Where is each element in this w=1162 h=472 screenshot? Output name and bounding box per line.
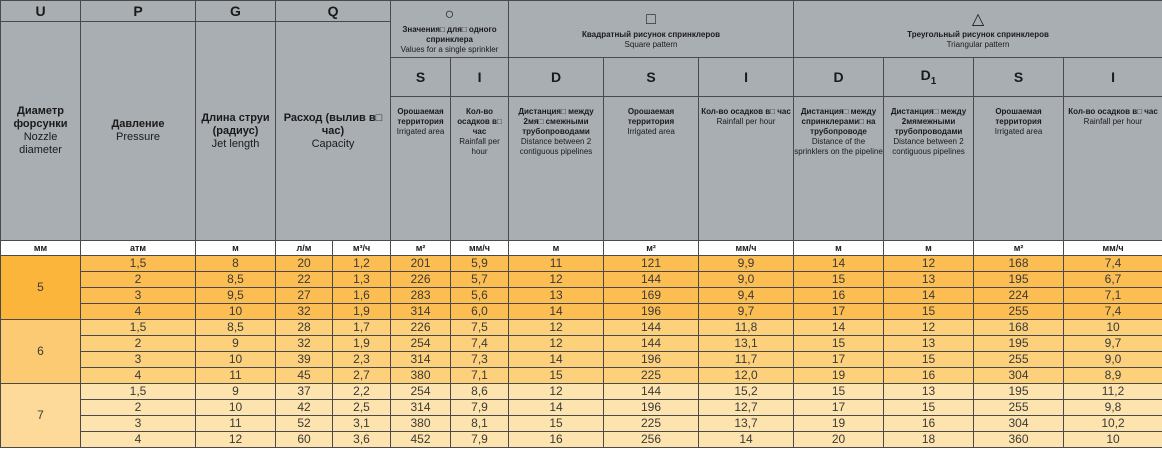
nozzle-diameter-cell: 5: [1, 256, 81, 320]
data-cell: 13,1: [699, 336, 794, 352]
data-cell: 2,7: [333, 368, 391, 384]
capacity-header: Расход (вылив в□ час) Capacity: [276, 22, 391, 241]
data-cell: 45: [276, 368, 333, 384]
data-cell: 196: [604, 400, 699, 416]
data-cell: 8: [196, 256, 276, 272]
col-letter-i1: I: [451, 58, 509, 97]
data-cell: 201: [391, 256, 451, 272]
square-icon: □: [646, 11, 656, 28]
data-cell: 12,0: [699, 368, 794, 384]
col-letter-s1: S: [391, 58, 451, 97]
data-cell: 380: [391, 416, 451, 432]
unit-cell: м³/ч: [333, 241, 391, 256]
data-cell: 4: [81, 432, 196, 448]
data-cell: 60: [276, 432, 333, 448]
distance-pipelines-triangle: Дистанция□ между 2мямежными трубопроводами Distance between 2 contiguous pipelines: [884, 97, 974, 241]
data-cell: 13: [884, 336, 974, 352]
data-cell: 3,1: [333, 416, 391, 432]
irrigated-area-triangle: Орошаемая территория Irrigated area: [974, 97, 1064, 241]
data-cell: 32: [276, 304, 333, 320]
data-cell: 7,9: [451, 400, 509, 416]
data-cell: 2,5: [333, 400, 391, 416]
data-cell: 8,1: [451, 416, 509, 432]
data-cell: 195: [974, 384, 1064, 400]
data-cell: 32: [276, 336, 333, 352]
data-cell: 283: [391, 288, 451, 304]
data-cell: 10: [1064, 320, 1162, 336]
data-cell: 17: [794, 400, 884, 416]
col-letter-p: P: [81, 1, 196, 22]
data-cell: 13: [509, 288, 604, 304]
square-pattern-header: □ Квадратный рисунок спринклеров Square pattern: [509, 1, 794, 58]
col-letter-i2: I: [699, 58, 794, 97]
data-cell: 9,7: [1064, 336, 1162, 352]
data-cell: 144: [604, 384, 699, 400]
data-cell: 14: [884, 288, 974, 304]
data-cell: 5,7: [451, 272, 509, 288]
data-cell: 13: [884, 384, 974, 400]
data-cell: 15: [794, 272, 884, 288]
col-letter-s2: S: [604, 58, 699, 97]
data-cell: 20: [794, 432, 884, 448]
data-cell: 10,2: [1064, 416, 1162, 432]
data-cell: 255: [974, 400, 1064, 416]
data-cell: 15: [509, 368, 604, 384]
data-cell: 14: [699, 432, 794, 448]
data-cell: 16: [884, 416, 974, 432]
data-cell: 10: [1064, 432, 1162, 448]
pressure-header: Давление Pressure: [81, 22, 196, 241]
irrigated-area-square: Орошаемая территория Irrigated area: [604, 97, 699, 241]
jet-length-header: Длина струи (радиус) Jet length: [196, 22, 276, 241]
table-row: [1, 352, 1162, 368]
nozzle-diameter-cell: 6: [1, 320, 81, 384]
data-cell: 8,9: [1064, 368, 1162, 384]
data-cell: 17: [794, 304, 884, 320]
data-cell: 15: [794, 384, 884, 400]
data-cell: 7,9: [451, 432, 509, 448]
data-cell: 3: [81, 352, 196, 368]
data-cell: 314: [391, 352, 451, 368]
unit-cell: м²: [604, 241, 699, 256]
data-cell: 9,0: [699, 272, 794, 288]
table-row: [1, 320, 1162, 336]
table-row: [1, 288, 1162, 304]
data-cell: 7,1: [451, 368, 509, 384]
data-cell: 7,4: [1064, 256, 1162, 272]
col-letter-q: Q: [276, 1, 391, 22]
data-cell: 195: [974, 272, 1064, 288]
data-cell: 14: [509, 352, 604, 368]
data-cell: 15: [884, 400, 974, 416]
data-cell: 144: [604, 336, 699, 352]
data-cell: 42: [276, 400, 333, 416]
unit-cell: м: [884, 241, 974, 256]
data-cell: 1,2: [333, 256, 391, 272]
data-cell: 9: [196, 336, 276, 352]
data-cell: 20: [276, 256, 333, 272]
data-cell: 452: [391, 432, 451, 448]
data-cell: 304: [974, 368, 1064, 384]
table-row: [1, 336, 1162, 352]
unit-cell: м: [196, 241, 276, 256]
data-cell: 7,4: [451, 336, 509, 352]
unit-cell: атм: [81, 241, 196, 256]
data-cell: 1,9: [333, 304, 391, 320]
data-cell: 314: [391, 400, 451, 416]
rainfall-triangle: Кол-во осадков в□ час Rainfall per hour: [1064, 97, 1162, 241]
col-letter-i3: I: [1064, 58, 1162, 97]
data-cell: 360: [974, 432, 1064, 448]
data-cell: 22: [276, 272, 333, 288]
data-cell: 9,9: [699, 256, 794, 272]
data-cell: 8,5: [196, 272, 276, 288]
data-cell: 304: [974, 416, 1064, 432]
table-row: [1, 304, 1162, 320]
data-cell: 9,0: [1064, 352, 1162, 368]
data-cell: 13,7: [699, 416, 794, 432]
data-cell: 1,7: [333, 320, 391, 336]
col-letter-d2: D: [509, 58, 604, 97]
table-body: [1, 241, 1162, 448]
table-row: [1, 368, 1162, 384]
nozzle-diameter-cell: 7: [1, 384, 81, 448]
data-cell: 11,2: [1064, 384, 1162, 400]
data-cell: 5,9: [451, 256, 509, 272]
unit-cell: м²: [391, 241, 451, 256]
data-cell: 10: [196, 400, 276, 416]
units-row: [1, 241, 1162, 256]
data-cell: 380: [391, 368, 451, 384]
unit-cell: мм/ч: [1064, 241, 1162, 256]
data-cell: 2,2: [333, 384, 391, 400]
data-cell: 16: [884, 368, 974, 384]
single-sprinkler-header: ○ Значения□ для□ одного спринклера Values for a single sprinkler: [391, 1, 509, 58]
data-cell: 28: [276, 320, 333, 336]
table-row: [1, 400, 1162, 416]
data-cell: 27: [276, 288, 333, 304]
data-cell: 17: [794, 352, 884, 368]
data-cell: 18: [884, 432, 974, 448]
data-cell: 6,7: [1064, 272, 1162, 288]
data-cell: 9: [196, 384, 276, 400]
data-cell: 13: [884, 272, 974, 288]
data-cell: 16: [794, 288, 884, 304]
data-cell: 14: [794, 320, 884, 336]
data-cell: 1,5: [81, 256, 196, 272]
data-cell: 226: [391, 272, 451, 288]
data-cell: 52: [276, 416, 333, 432]
data-cell: 196: [604, 352, 699, 368]
data-cell: 37: [276, 384, 333, 400]
data-cell: 5,6: [451, 288, 509, 304]
unit-cell: мм/ч: [699, 241, 794, 256]
data-cell: 1,5: [81, 384, 196, 400]
data-cell: 15: [884, 352, 974, 368]
data-cell: 254: [391, 336, 451, 352]
data-cell: 314: [391, 304, 451, 320]
data-cell: 8,5: [196, 320, 276, 336]
data-cell: 12: [509, 272, 604, 288]
data-cell: 196: [604, 304, 699, 320]
unit-cell: л/м: [276, 241, 333, 256]
data-cell: 15,2: [699, 384, 794, 400]
data-cell: 168: [974, 256, 1064, 272]
data-cell: 195: [974, 336, 1064, 352]
col-letter-d3: D: [794, 58, 884, 97]
data-cell: 7,5: [451, 320, 509, 336]
data-cell: 39: [276, 352, 333, 368]
table-row: [1, 416, 1162, 432]
unit-cell: м: [509, 241, 604, 256]
irrigated-area-single: Орошаемая территория Irrigated area: [391, 97, 451, 241]
data-cell: 12: [196, 432, 276, 448]
data-cell: 4: [81, 368, 196, 384]
data-cell: 12: [884, 320, 974, 336]
data-cell: 10: [196, 352, 276, 368]
data-cell: 2,3: [333, 352, 391, 368]
data-cell: 19: [794, 416, 884, 432]
triangle-icon: △: [971, 11, 985, 28]
data-cell: 3: [81, 288, 196, 304]
data-cell: 10: [196, 304, 276, 320]
col-letter-g: G: [196, 1, 276, 22]
data-cell: 256: [604, 432, 699, 448]
data-cell: 7,4: [1064, 304, 1162, 320]
data-cell: 9,5: [196, 288, 276, 304]
data-cell: 14: [509, 400, 604, 416]
data-cell: 225: [604, 416, 699, 432]
triangular-pattern-header: △ Треугольный рисунок спринклеров Triangular pattern: [794, 1, 1162, 58]
table-row: [1, 432, 1162, 448]
data-cell: 226: [391, 320, 451, 336]
data-cell: 19: [794, 368, 884, 384]
data-cell: 9,8: [1064, 400, 1162, 416]
unit-cell: м: [794, 241, 884, 256]
data-cell: 11,7: [699, 352, 794, 368]
data-cell: 8,6: [451, 384, 509, 400]
data-cell: 1,6: [333, 288, 391, 304]
data-cell: 14: [509, 304, 604, 320]
data-cell: 12: [884, 256, 974, 272]
data-cell: 14: [794, 256, 884, 272]
table-row: [1, 256, 1162, 272]
data-cell: 12,7: [699, 400, 794, 416]
data-cell: 255: [974, 304, 1064, 320]
data-cell: 2: [81, 400, 196, 416]
data-cell: 15: [794, 336, 884, 352]
unit-cell: мм/ч: [451, 241, 509, 256]
data-cell: 15: [884, 304, 974, 320]
table-row: [1, 272, 1162, 288]
data-cell: 1,3: [333, 272, 391, 288]
data-cell: 121: [604, 256, 699, 272]
data-cell: 1,5: [81, 320, 196, 336]
unit-cell: м²: [974, 241, 1064, 256]
data-cell: 16: [509, 432, 604, 448]
rainfall-single: Кол-во осадков в□ час Rainfall per hour: [451, 97, 509, 241]
data-cell: 12: [509, 320, 604, 336]
data-cell: 254: [391, 384, 451, 400]
data-cell: 3,6: [333, 432, 391, 448]
nozzle-header: Диаметр форсунки Nozzle diameter: [1, 22, 81, 241]
data-cell: 1,9: [333, 336, 391, 352]
data-cell: 11: [196, 416, 276, 432]
data-cell: 3: [81, 416, 196, 432]
data-cell: 4: [81, 304, 196, 320]
data-cell: 7,1: [1064, 288, 1162, 304]
table-row: [1, 384, 1162, 400]
data-cell: 255: [974, 352, 1064, 368]
data-cell: 12: [509, 384, 604, 400]
data-cell: 144: [604, 272, 699, 288]
col-letter-d1: $D_1$: [884, 58, 974, 97]
data-cell: 11: [196, 368, 276, 384]
data-cell: 2: [81, 336, 196, 352]
circle-icon: ○: [444, 6, 455, 23]
data-cell: 224: [974, 288, 1064, 304]
col-letter-u: U: [1, 1, 81, 22]
rainfall-square: Кол-во осадков в□ час Rainfall per hour: [699, 97, 794, 241]
data-cell: 169: [604, 288, 699, 304]
data-cell: 11: [509, 256, 604, 272]
data-cell: 12: [509, 336, 604, 352]
data-cell: 7,3: [451, 352, 509, 368]
unit-cell: мм: [1, 241, 81, 256]
data-cell: 2: [81, 272, 196, 288]
col-letter-s3: S: [974, 58, 1064, 97]
data-cell: 9,4: [699, 288, 794, 304]
data-cell: 6,0: [451, 304, 509, 320]
data-cell: 9,7: [699, 304, 794, 320]
data-cell: 11,8: [699, 320, 794, 336]
data-cell: 144: [604, 320, 699, 336]
data-cell: 225: [604, 368, 699, 384]
distance-sprinklers-triangle: Дистанция□ между спринклерами□ на трубопроводе Distance of the sprinklers on the pipeline: [794, 97, 884, 241]
data-cell: 15: [509, 416, 604, 432]
data-cell: 168: [974, 320, 1064, 336]
distance-pipelines-square: Дистанция□ между 2мя□ смежными трубопроводами Distance between 2 contiguous pipelines: [509, 97, 604, 241]
